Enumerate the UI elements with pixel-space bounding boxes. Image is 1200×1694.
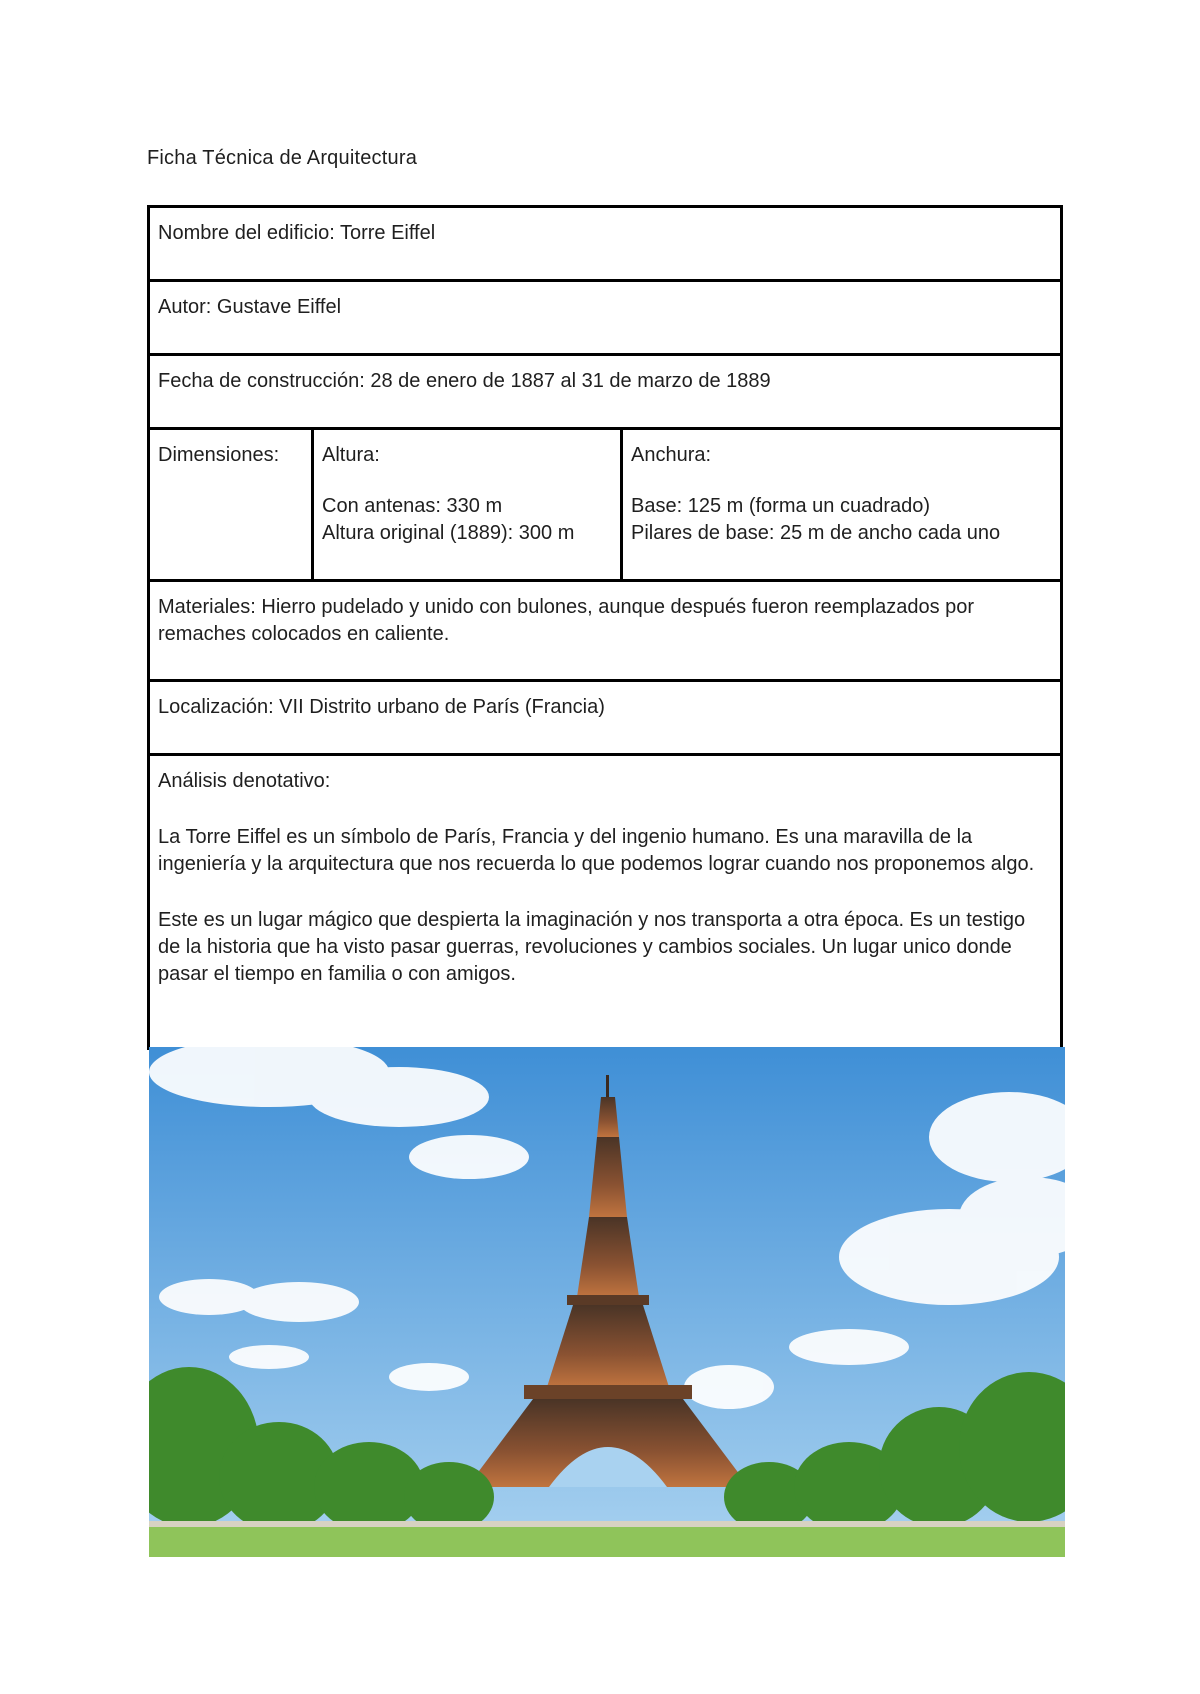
height-cell: [314, 430, 623, 579]
document-title: Ficha Técnica de Arquitectura: [147, 147, 418, 169]
height-antennas: Con antenas: 330 m: [322, 495, 503, 517]
row-analysis: [150, 756, 1060, 1047]
row-materials: [150, 582, 1060, 682]
width-pillars: Pilares de base: 25 m de ancho cada uno: [631, 522, 1001, 544]
width-base: Base: 125 m (forma un cuadrado): [631, 495, 931, 517]
lawn: [149, 1525, 1065, 1557]
analysis-paragraph-2: Este es un lugar mágico que despierta la imaginación y nos transporta a otra época. Es un testigo de la historia que ha visto pasar guerras, revoluciones y cambios sociales. Un lugar unico donde pasar el tiempo en familia o con amigos.: [158, 909, 1026, 985]
width-heading: Anchura:: [631, 444, 712, 466]
row-building-name: [150, 208, 1060, 282]
analysis-heading: Análisis denotativo:: [158, 770, 331, 792]
row-location: [150, 682, 1060, 756]
width-cell: [623, 430, 1060, 579]
row-author: [150, 282, 1060, 356]
location-text: Localización: VII Distrito urbano de París (Francia): [158, 696, 605, 718]
construction-date-text: Fecha de construcción: 28 de enero de 1887 al 31 de marzo de 1889: [158, 370, 771, 392]
height-original: Altura original (1889): 300 m: [322, 522, 575, 544]
technical-sheet-table: [147, 205, 1063, 1050]
author-text: Autor: Gustave Eiffel: [158, 296, 342, 318]
dimensions-label: Dimensiones:: [150, 430, 314, 579]
eiffel-tower-photo: [149, 1047, 1065, 1557]
building-name-text: Nombre del edificio: Torre Eiffel: [158, 222, 436, 244]
row-construction-date: [150, 356, 1060, 430]
analysis-paragraph-1: La Torre Eiffel es un símbolo de París, Francia y del ingenio humano. Es una maravilla de la ingeniería y la arquitectura que nos recuerda lo que podemos lograr cuando nos proponemos algo.: [158, 826, 1035, 875]
analysis-cell: [150, 756, 1060, 1000]
row-dimensions: [150, 430, 1060, 582]
materials-text: Materiales: Hierro pudelado y unido con bulones, aunque después fueron reemplazados por remaches colocados en caliente.: [158, 596, 975, 645]
height-heading: Altura:: [322, 444, 380, 466]
